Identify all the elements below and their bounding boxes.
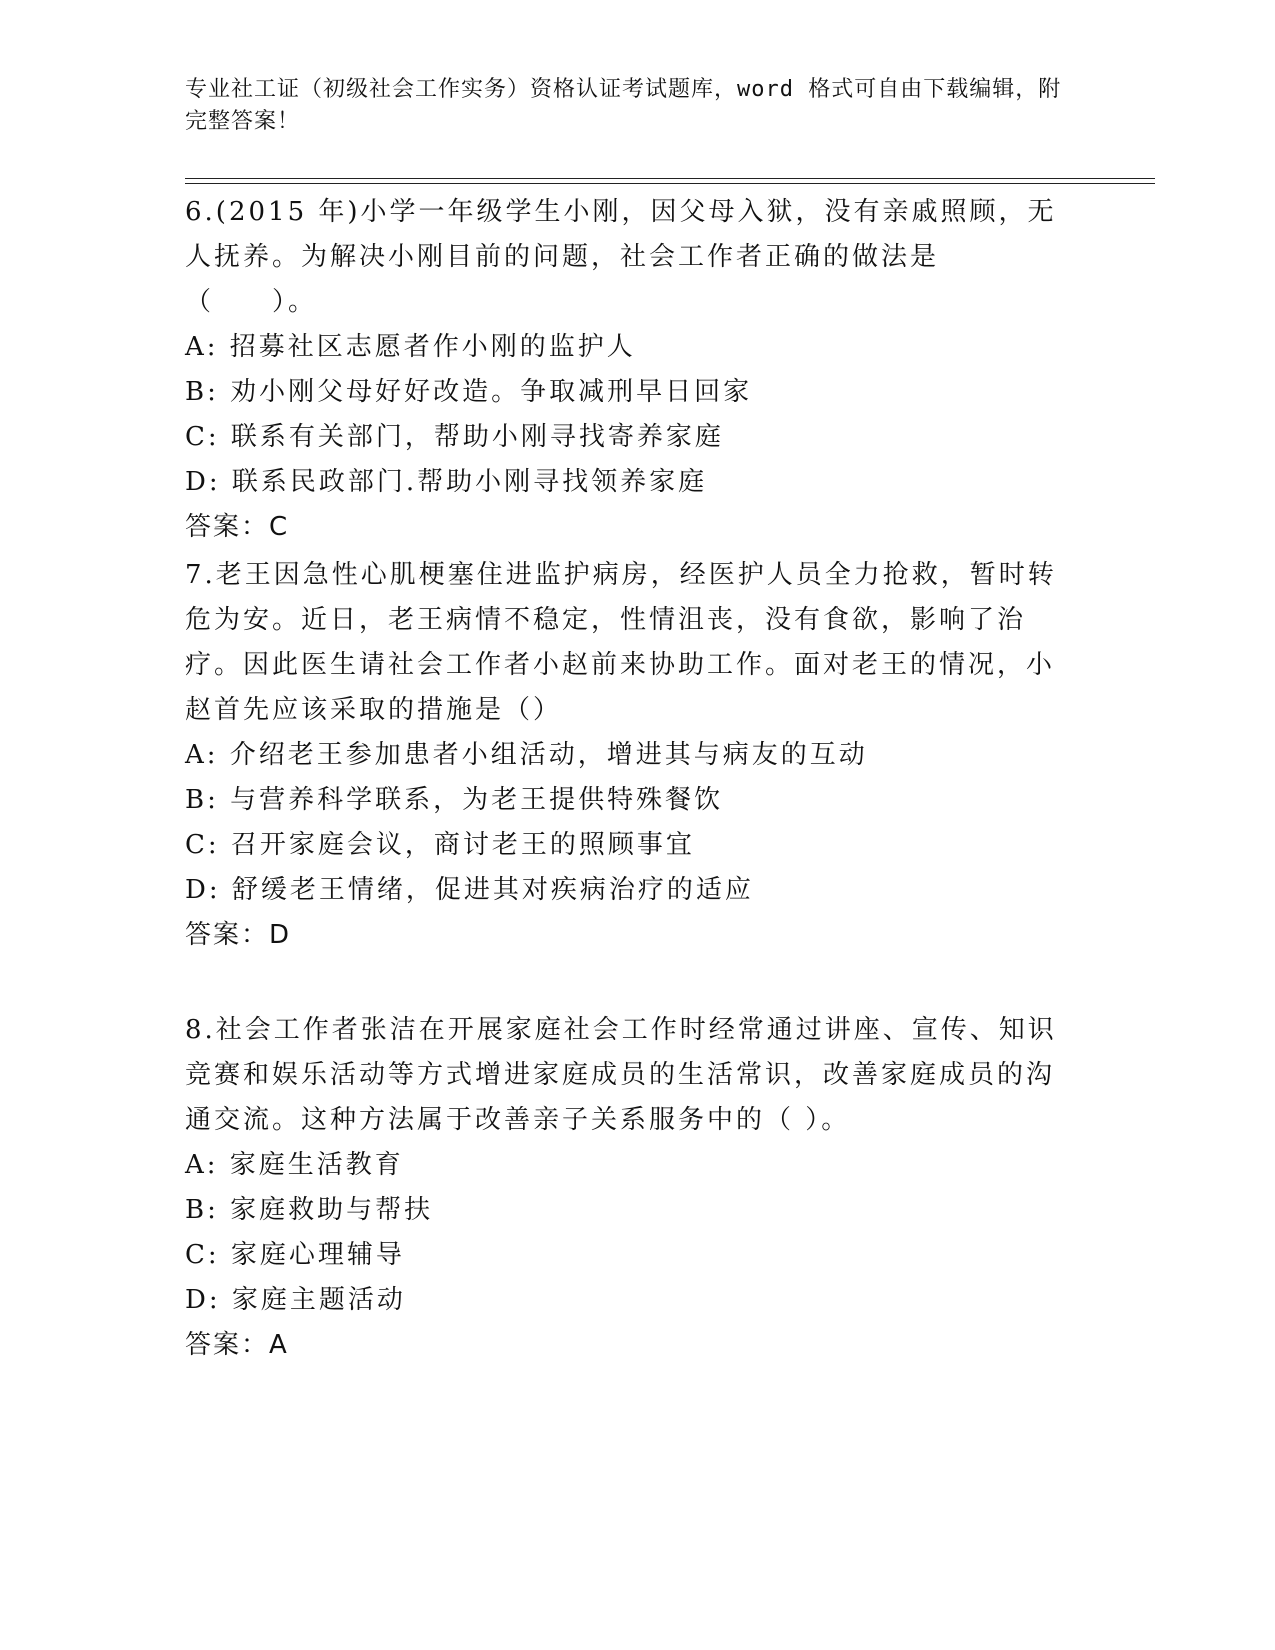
option-a: A: 家庭生活教育	[185, 1150, 404, 1180]
answer-line: 答案：A	[185, 1330, 289, 1360]
option-c: C: 召开家庭会议，商讨老王的照顾事宜	[185, 830, 695, 860]
answer-line: 答案：C	[185, 512, 290, 542]
question-7	[185, 553, 1065, 958]
document-header: 专业社工证（初级社会工作实务）资格认证考试题库，word 格式可自由下载编辑，附完整答案！	[185, 77, 1062, 134]
question-stem: 6.(2015 年)小学一年级学生小刚，因父母入狱，没有亲戚照顾，无人抚养。为解决小刚目前的问题，社会工作者正确的做法是（ ）。	[185, 197, 1057, 317]
option-b: B: 家庭救助与帮扶	[185, 1195, 434, 1225]
option-d: D: 家庭主题活动	[185, 1285, 406, 1315]
option-c: C: 联系有关部门，帮助小刚寻找寄养家庭	[185, 422, 724, 452]
option-b: B: 劝小刚父母好好改造。争取减刑早日回家	[185, 377, 753, 407]
option-d: D: 舒缓老王情绪，促进其对疾病治疗的适应	[185, 875, 754, 905]
option-d: D: 联系民政部门.帮助小刚寻找领养家庭	[185, 467, 708, 497]
option-a: A: 招募社区志愿者作小刚的监护人	[185, 332, 636, 362]
header-divider-top	[185, 178, 1155, 179]
option-b: B: 与营养科学联系，为老王提供特殊餐饮	[185, 785, 724, 815]
header-divider-bottom	[185, 183, 1155, 184]
question-stem: 8.社会工作者张洁在开展家庭社会工作时经常通过讲座、宣传、知识竞赛和娱乐活动等方式增进家庭成员的生活常识，改善家庭成员的沟通交流。这种方法属于改善亲子关系服务中的（ ）。	[185, 1015, 1057, 1135]
answer-line: 答案：D	[185, 920, 292, 950]
option-c: C: 家庭心理辅导	[185, 1240, 405, 1270]
question-8	[185, 1008, 1065, 1368]
question-6	[185, 190, 1065, 550]
option-a: A: 介绍老王参加患者小组活动，增进其与病友的互动	[185, 740, 868, 770]
question-stem: 7.老王因急性心肌梗塞住进监护病房，经医护人员全力抢救，暂时转危为安。近日，老王病情不稳定，性情沮丧，没有食欲，影响了治疗。因此医生请社会工作者小赵前来协助工作。面对老王的情况，小赵首先应该采取的措施是（）	[185, 560, 1057, 725]
